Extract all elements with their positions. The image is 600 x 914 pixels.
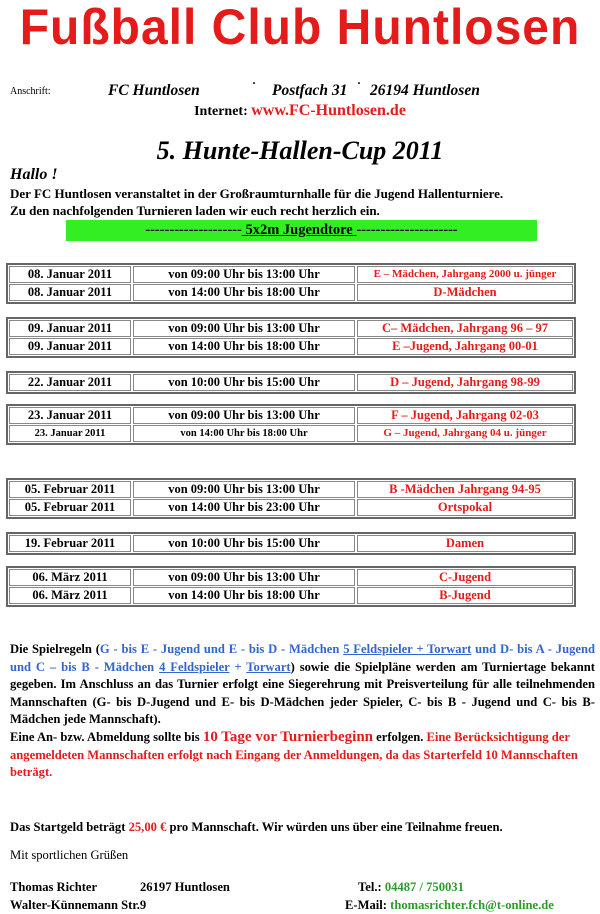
intro-line: Zu den nachfolgenden Turnieren laden wir euch recht herzlich ein. bbox=[10, 203, 380, 218]
schedule-row bbox=[8, 481, 574, 498]
intro-line: Der FC Huntlosen veranstaltet in der Großraumturnhalle für die Jugend Hallenturniere. bbox=[10, 186, 504, 201]
rules-player-count-5: 5 Feldspieler + Torwart bbox=[343, 642, 472, 656]
banner-label: 5x2m Jugendtore bbox=[241, 222, 357, 238]
schedule-event: Damen bbox=[357, 535, 573, 552]
address-club-name: FC Huntlosen bbox=[108, 82, 200, 99]
schedule-time: von 14:00 Uhr bis 18:00 Uhr bbox=[133, 338, 355, 355]
schedule-event: B-Jugend bbox=[357, 587, 573, 604]
schedule-date: 06. März 2011 bbox=[9, 587, 131, 604]
address-label: Anschrift: bbox=[10, 86, 51, 97]
schedule-date: 08. Januar 2011 bbox=[9, 266, 131, 283]
schedule-time: von 10:00 Uhr bis 15:00 Uhr bbox=[133, 374, 355, 391]
schedule-time: von 09:00 Uhr bis 13:00 Uhr bbox=[133, 320, 355, 337]
schedule-event: E –Jugend, Jahrgang 00-01 bbox=[357, 338, 573, 355]
phone-label: Tel.: bbox=[358, 880, 385, 894]
schedule-event: E – Mädchen, Jahrgang 2000 u. jünger bbox=[357, 266, 573, 283]
schedule-event: D-Mädchen bbox=[357, 284, 573, 301]
schedule-event: C-Jugend bbox=[357, 569, 573, 586]
closing: Mit sportlichen Grüßen bbox=[10, 848, 129, 862]
registration-note: Eine Berücksichtigung der angemeldeten Mannschaften erfolgt nach Eingang der Anmeldungen, da das Starterfeld 10 Mannschaften beträgt. bbox=[10, 730, 578, 779]
schedule-row bbox=[8, 407, 574, 424]
schedule-row bbox=[8, 374, 574, 391]
rules-paragraph bbox=[10, 641, 595, 729]
schedule-row bbox=[8, 569, 574, 586]
email-address[interactable]: thomasrichter.fch@t-online.de bbox=[390, 898, 554, 912]
fee-text: Das Startgeld beträgt bbox=[10, 820, 129, 834]
schedule-event: B -Mädchen Jahrgang 94-95 bbox=[357, 481, 573, 498]
schedule-time: von 14:00 Uhr bis 18:00 Uhr bbox=[133, 587, 355, 604]
schedule-date: 08. Januar 2011 bbox=[9, 284, 131, 301]
banner-dashes: -------------------- bbox=[145, 222, 242, 238]
contact-city: 26197 Huntlosen bbox=[140, 880, 230, 894]
schedule-row bbox=[8, 535, 574, 552]
registration-text: Eine An- bzw. Abmeldung sollte bis bbox=[10, 730, 203, 744]
schedule-date: 23. Januar 2011 bbox=[9, 407, 131, 424]
internet-line bbox=[0, 102, 600, 120]
schedule-date: 19. Februar 2011 bbox=[9, 535, 131, 552]
registration-paragraph bbox=[10, 729, 595, 782]
rules-text: ) sowie die Spielpläne werden am Turniertage bekannt gegeben. Im Anschluss an das Turnier erfolgt eine Siegerehrung mit Preisverteilung für alle teilnehmenden Mannschaften (G- bis D-Jugend und E- bis D-Mädchen jeder Spieler, C- bis B - Jugend und C- bis B- Mädchen jede Mannschaft). bbox=[10, 659, 596, 726]
contact-name: Thomas Richter bbox=[10, 880, 98, 894]
address-separator: · bbox=[357, 76, 362, 90]
contact-phone bbox=[358, 878, 464, 896]
schedule-time: von 14:00 Uhr bis 18:00 Uhr bbox=[133, 425, 355, 442]
phone-number: 04487 / 750031 bbox=[384, 880, 464, 894]
schedule-time: von 09:00 Uhr bis 13:00 Uhr bbox=[133, 481, 355, 498]
schedule-event: Ortspokal bbox=[357, 499, 573, 516]
contact-block bbox=[10, 878, 595, 914]
email-label: E-Mail: bbox=[345, 898, 391, 912]
address-postbox: Postfach 31 bbox=[272, 82, 348, 99]
rules-age-groups-5: G - bis E - Jugend und E - bis D - Mädchen bbox=[99, 642, 344, 656]
greeting: Hallo ! bbox=[10, 166, 58, 183]
schedule-event: C– Mädchen, Jahrgang 96 – 97 bbox=[357, 320, 573, 337]
internet-label: Internet: bbox=[194, 104, 252, 119]
schedule-date: 23. Januar 2011 bbox=[9, 425, 131, 442]
intro-text bbox=[10, 185, 595, 219]
schedule-row bbox=[8, 320, 574, 337]
schedule-event: F – Jugend, Jahrgang 02-03 bbox=[357, 407, 573, 424]
schedule-time: von 09:00 Uhr bis 13:00 Uhr bbox=[133, 407, 355, 424]
schedule-time: von 10:00 Uhr bis 15:00 Uhr bbox=[133, 535, 355, 552]
schedule-row bbox=[8, 587, 574, 604]
fee-text: pro Mannschaft. Wir würden uns über eine Teilnahme freuen. bbox=[166, 820, 503, 834]
schedule-time: von 14:00 Uhr bis 18:00 Uhr bbox=[133, 284, 355, 301]
schedule-group bbox=[6, 371, 576, 394]
goal-size-banner bbox=[66, 220, 537, 241]
schedule-row bbox=[8, 266, 574, 283]
rules-player-count-4: 4 Feldspieler bbox=[159, 659, 230, 674]
schedule-date: 09. Januar 2011 bbox=[9, 320, 131, 337]
schedule-date: 05. Februar 2011 bbox=[9, 481, 131, 498]
address-city: 26194 Huntlosen bbox=[370, 82, 480, 99]
schedule-row bbox=[8, 425, 574, 442]
schedule-time: von 14:00 Uhr bis 23:00 Uhr bbox=[133, 499, 355, 516]
schedule-group bbox=[6, 478, 576, 519]
club-title: Fußball Club Huntlosen bbox=[19, 0, 581, 56]
schedule-group bbox=[6, 404, 576, 445]
schedule-group bbox=[6, 566, 576, 607]
fee-amount: 25,00 € bbox=[128, 820, 167, 834]
schedule-date: 05. Februar 2011 bbox=[9, 499, 131, 516]
schedule-row bbox=[8, 284, 574, 301]
schedule-row bbox=[8, 499, 574, 516]
contact-email bbox=[345, 896, 554, 914]
rules-goalkeeper: Torwart bbox=[246, 659, 291, 674]
address-line bbox=[10, 76, 590, 102]
schedule-group bbox=[6, 263, 576, 304]
rules-plus: + bbox=[229, 659, 247, 674]
cup-title: 5. Hunte-Hallen-Cup 2011 bbox=[156, 136, 444, 165]
schedule-group bbox=[6, 317, 576, 358]
schedule-row bbox=[8, 338, 574, 355]
address-separator: · bbox=[252, 76, 257, 90]
website-link[interactable]: www.FC-Huntlosen.de bbox=[251, 102, 406, 119]
entry-fee bbox=[10, 820, 595, 835]
schedule-event: G – Jugend, Jahrgang 04 u. jünger bbox=[357, 425, 573, 442]
rules-text: Die Spielregeln ( bbox=[10, 642, 100, 656]
schedule-time: von 09:00 Uhr bis 13:00 Uhr bbox=[133, 266, 355, 283]
schedule-date: 22. Januar 2011 bbox=[9, 374, 131, 391]
registration-deadline: 10 Tage vor Turnierbeginn bbox=[202, 729, 373, 745]
contact-street: Walter-Künnemann Str.9 bbox=[10, 898, 147, 912]
schedule-time: von 09:00 Uhr bis 13:00 Uhr bbox=[133, 569, 355, 586]
rules-age-groups-4: und D- bis A - Jugend und C – bis B - Mädchen bbox=[10, 642, 595, 674]
schedule-date: 09. Januar 2011 bbox=[9, 338, 131, 355]
schedule-event: D – Jugend, Jahrgang 98-99 bbox=[357, 374, 573, 391]
banner-dashes: --------------------- bbox=[356, 222, 458, 238]
schedule-date: 06. März 2011 bbox=[9, 569, 131, 586]
registration-text: erfolgen. bbox=[373, 730, 427, 744]
schedule-group bbox=[6, 532, 576, 555]
